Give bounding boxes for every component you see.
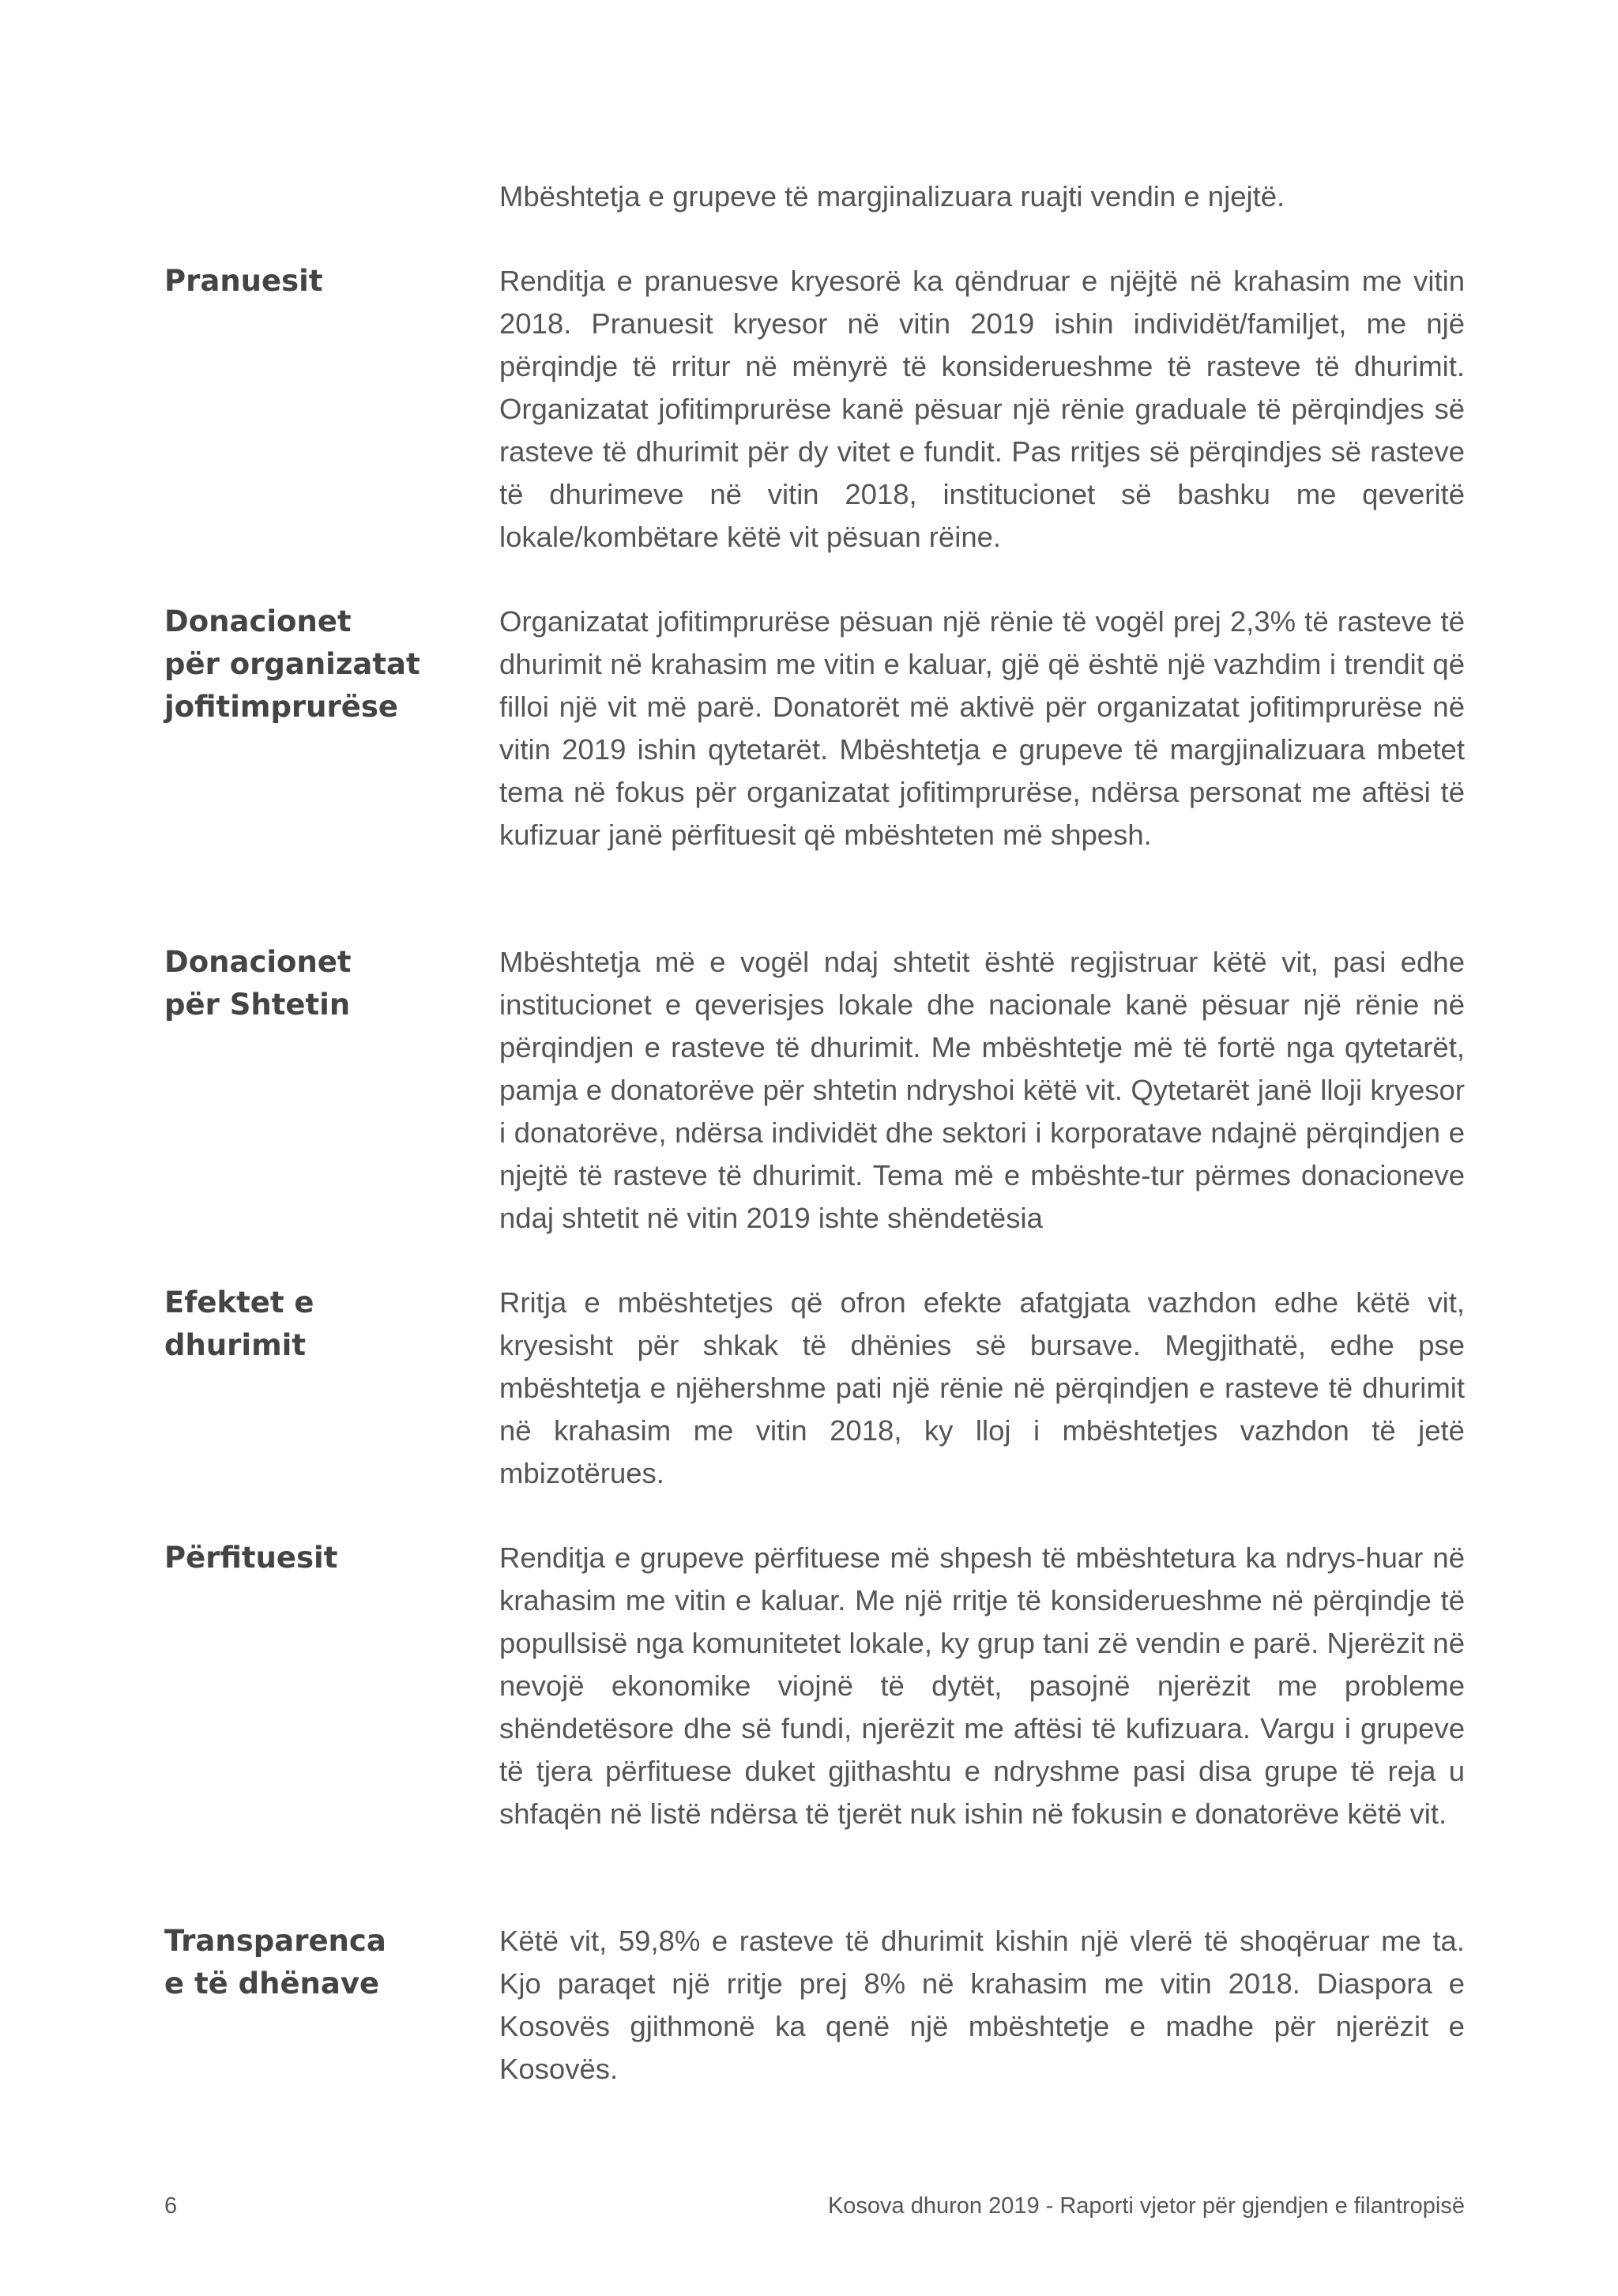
section-text: Renditja e grupeve përfituese më shpesh të mbështetura ka ndrys-huar në krahasim me vitin e kaluar. Me një rritje të konsiderueshme në përqindje të popullsisë nga komunitetet lokale, ky grup tani zë vendin e parë. Njerëzit në nevojë ekonomike viojnë të dytët, pasojnë njerëzit me probleme shëndetësore dhe së fundi, njerëzit me aftësi të kufizuara. Vargu i grupeve të tjera përfituese duket gjithashtu e ndryshme pasi disa grupe të reja u shfaqën në listë ndërsa të tjerët nuk ishin në fokusin e donatorëve këtë vit. [499,1541,1465,1830]
section-label: Donacionet për Shtetin [164,945,352,1022]
footer-report-title: Kosova dhuron 2019 - Raporti vjetor për gjendjen e filantropisë [827,2193,1465,2219]
footer-page-number: 6 [164,2193,178,2219]
section-label: Efektet e dhurimit [164,1285,314,1362]
section-text: Rritja e mbështetjes që ofron efekte afatgjata vazhdon edhe këtë vit, kryesisht për shkak të dhënies së bursave. Megjithatë, edhe pse mbështetja e njëhershme pati një rënie në përqindjen e rasteve të dhurimit në krahasim me vitin 2018, ky lloj i mbështetjes vazhdon të jetë mbizotërues. [499,1286,1465,1489]
section-text: Mbështetja më e vogël ndaj shtetit është regjistruar këtë vit, pasi edhe institucionet e qeverisjes lokale dhe nacionale kanë pësuar një rënie në përqindjen e rasteve të dhurimit. Me mbështetje më të fortë nga qytetarët, pamja e donatorëve për shtetin ndryshoi këtë vit. Qytetarët janë lloji kryesor i donatorëve, ndërsa individët dhe sektori i korporatave ndajnë përqindjen e njejtë të rasteve të dhurimit. Tema më e mbështe-tur përmes donacioneve ndaj shtetit në vitin 2019 ishte shëndetësia [499,946,1465,1234]
section-label: Përfituesit [164,1541,338,1575]
section-text: Organizatat jofitimprurëse pësuan një rënie të vogël prej 2,3% të rasteve të dhurimit në krahasim me vitin e kaluar, gjë që është një vazhdim i trendit që filloi një vit më parë. Donatorët më aktivë për organizatat jofitimprurëse në vitin 2019 ishin qytetarët. Mbështetja e grupeve të margjinalizuara mbetet tema në fokus për organizatat jofitimprurëse, ndërsa personat me aftësi të kufizuar janë përfituesit që mbështeten më shpesh. [499,605,1465,851]
section-label: Transparenca e të dhënave [164,1924,386,2001]
section-text: Renditja e pranuesve kryesorë ka qëndruar e njëjtë në krahasim me vitin 2018. Pranuesit kryesor në vitin 2019 ishin individët/familjet, me një përqindje të rritur në mënyrë të konsiderueshme të rasteve të dhurimit. Organizatat jofitimprurëse kanë pësuar një rënie graduale të përqindjes së rasteve të dhurimit për dy vitet e fundit. Pas rritjes së përqindjes së rasteve të dhurimeve në vitin 2018, institucionet së bashku me qeveritë lokale/kombëtare këtë vit pësuan rëine. [499,265,1465,553]
section-label: Donacionet për organizatat jofitimprurëse [164,604,420,724]
section-label: Pranuesit [164,264,323,298]
intro-paragraph: Mbështetja e grupeve të margjinalizuara ruajti vendin e njejtë. [499,180,1285,213]
section-text: Këtë vit, 59,8% e rasteve të dhurimit kishin një vlerë të shoqëruar me ta. Kjo paraqet një rritje prej 8% në krahasim me vitin 2018. Diaspora e Kosovës gjithmonë ka qenë një mbështetje e madhe për njerëzit e Kosovës. [499,1925,1465,2085]
